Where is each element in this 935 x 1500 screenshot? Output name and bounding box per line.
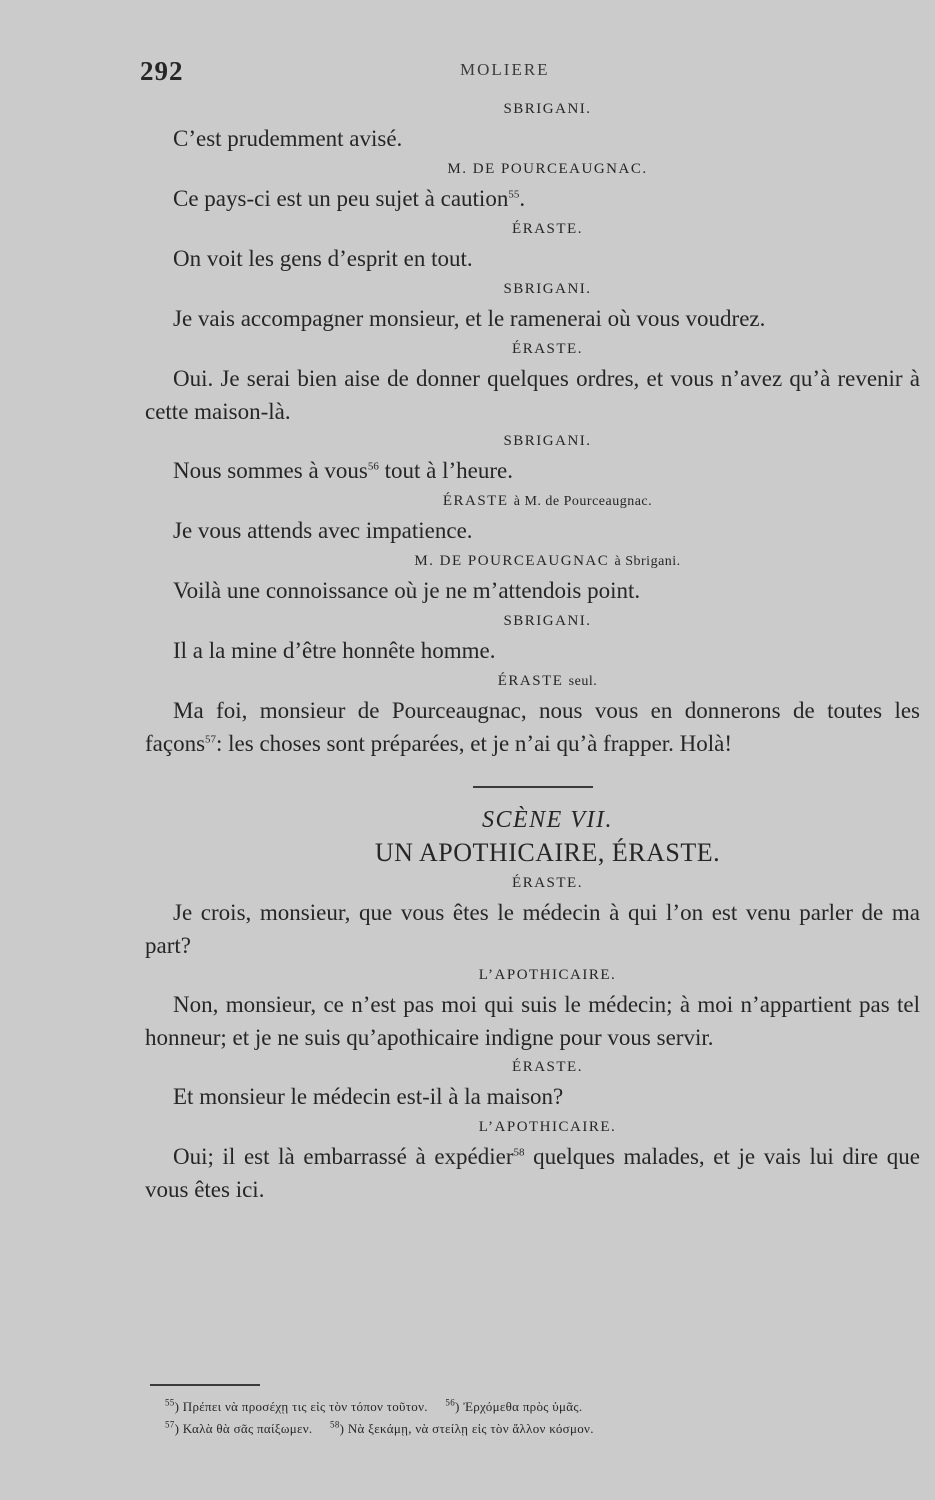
scene-characters: UN APOTHICAIRE, ÉRASTE. <box>374 838 721 867</box>
speaker-label: M. DE POURCEAUGNAC à Sbrigani. <box>414 553 681 569</box>
footnote: $^{55}$) Πρέπει νὰ προσέχῃ τις εἰς τὸν τόπον τοῦτον. <box>165 1397 428 1414</box>
stage-direction: seul. <box>568 674 598 689</box>
footnote: $^{58}$) Νὰ ξεκάμῃ, νὰ στείλῃ εἰς τὸν ἄλλον κόσμον. <box>330 1419 594 1436</box>
footnote-marker: 58 <box>513 1146 525 1159</box>
scene-title: SCÈNE VII. <box>482 807 613 833</box>
dialogue-line: Nous sommes à vous$^{56}$ tout à l’heure. <box>173 458 513 483</box>
footnote-marker: 57 <box>205 733 217 746</box>
dialogue-line: Il a la mine d’être honnête homme. <box>173 638 496 663</box>
dialogue-line: Ma foi, monsieur de Pourceaugnac, nous vous en donnerons de toutes les façons$^{57}$: les choses sont préparées, et je n’ai qu’à frapper. Holà! <box>145 698 920 756</box>
footnote-divider <box>150 1384 260 1386</box>
dialogue-line: Voilà une connoissance où je ne m’attendois point. <box>173 578 641 603</box>
speaker-label: L’APOTHICAIRE. <box>478 1119 617 1135</box>
speaker-label: ÉRASTE. <box>512 1059 583 1075</box>
dialogue-line: Oui. Je serai bien aise de donner quelques ordres, et vous n’avez qu’à revenir à cette maison-là. <box>145 366 920 424</box>
speaker-label: ÉRASTE. <box>512 875 583 891</box>
speaker-label: M. DE POURCEAUGNAC. <box>447 161 648 177</box>
dialogue-line: Non, monsieur, ce n’est pas moi qui suis le médecin; à moi n’appartient pas tel honneur; et je ne suis qu’apothicaire indigne pour vous servir. <box>145 992 920 1050</box>
speaker-label: L’APOTHICAIRE. <box>478 967 617 983</box>
speaker-label: ÉRASTE à M. de Pourceaugnac. <box>442 493 653 509</box>
dialogue-line: C’est prudemment avisé. <box>173 126 403 151</box>
stage-direction: à Sbrigani. <box>614 554 681 569</box>
speaker-label: SBRIGANI. <box>503 101 592 117</box>
footnote-marker: 56 <box>367 460 379 473</box>
dialogue-line: Ce pays-ci est un peu sujet à caution$^{55}$. <box>173 186 526 211</box>
play-text <box>145 96 920 1206</box>
footnote-row <box>165 1396 885 1418</box>
speaker-label: ÉRASTE. <box>512 341 583 357</box>
stage-direction: à M. de Pourceaugnac. <box>513 494 653 509</box>
speaker-label: SBRIGANI. <box>503 433 592 449</box>
footnotes <box>165 1396 885 1440</box>
footnote-marker: 55 <box>508 188 520 201</box>
footnote-row <box>165 1418 885 1440</box>
footnote: $^{57}$) Καλὰ θὰ σᾶς παίξωμεν. <box>165 1419 313 1436</box>
page-number: 292 <box>140 56 184 86</box>
dialogue-line: Oui; il est là embarrassé à expédier$^{58}$ quelques malades, et je vais lui dire que vous êtes ici. <box>145 1144 920 1202</box>
footnote: $^{56}$) Ἐρχόμεθα πρὸς ὑμᾶς. <box>445 1397 583 1414</box>
dialogue-line: On voit les gens d’esprit en tout. <box>173 246 473 271</box>
dialogue-line: Je vais accompagner monsieur, et le ramenerai où vous voudrez. <box>173 306 766 331</box>
speaker-label: SBRIGANI. <box>503 613 592 629</box>
dialogue-line: Je vous attends avec impatience. <box>173 518 473 543</box>
page-header <box>140 56 860 92</box>
dialogue-line: Et monsieur le médecin est-il à la maison? <box>173 1084 564 1109</box>
dialogue-line: Je crois, monsieur, que vous êtes le médecin à qui l’on est venu parler de ma part? <box>145 900 920 958</box>
scene-divider <box>473 786 593 788</box>
speaker-label: SBRIGANI. <box>503 281 592 297</box>
speaker-label: ÉRASTE. <box>512 221 583 237</box>
speaker-label: ÉRASTE seul. <box>497 673 598 689</box>
running-title: MOLIERE <box>460 60 550 79</box>
